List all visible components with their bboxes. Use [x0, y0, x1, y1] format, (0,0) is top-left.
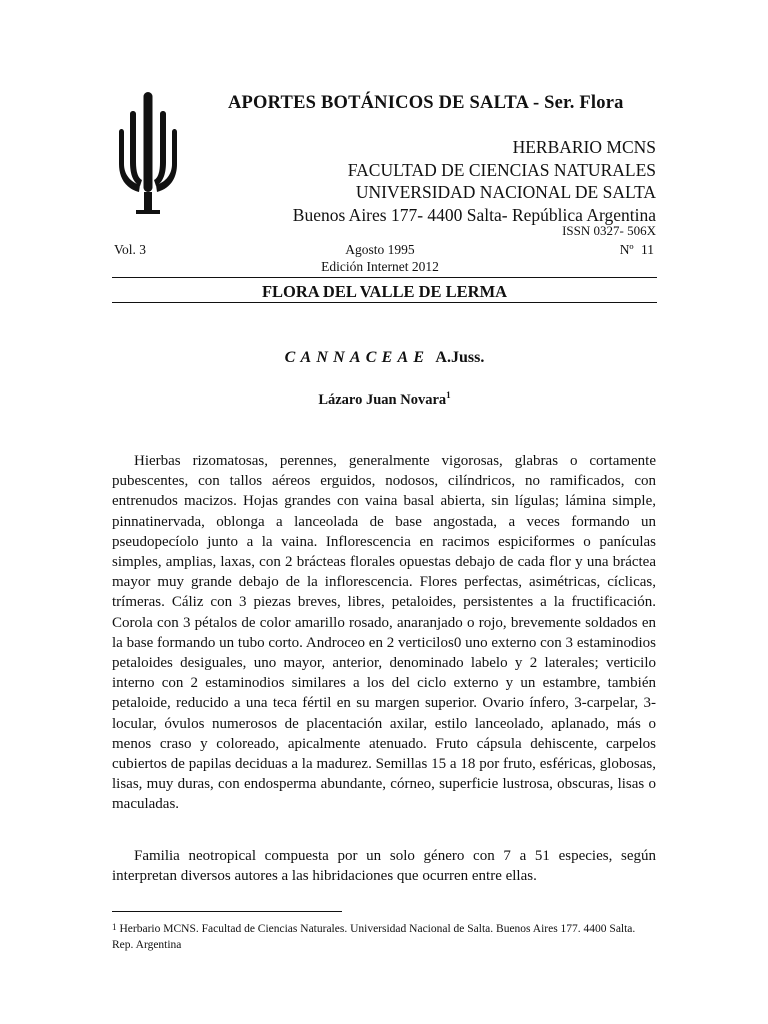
institution-address: Buenos Aires 177- 4400 Salta- República Argentina: [292, 204, 656, 225]
family-authority: A.Juss.: [435, 349, 485, 366]
author-name: Lázaro Juan Novara: [318, 391, 447, 408]
institution-line: UNIVERSIDAD NACIONAL DE SALTA: [355, 182, 656, 202]
institution-line: FACULTAD DE CIENCIAS NATURALES: [347, 159, 656, 180]
description-paragraph: Hierbas rizomatosas, perennes, generalmente vigorosas, glabras o cortamente pubescentes, con tallos aéreos erguidos, nodosos, cilíndricos, no ramificados, con entrenudos macizos. Hojas grandes con vaina basal abierta, sin lígulas; lámina simple, pinnatinervada, oblonga a lanceolada de base angostada, a veces formando un pseudopecíolo junto a la vaina. Inflorescencia en racimos espiciformes o panículas simples, amplias, laxas, con 2 brácteas florales opuestas debajo de cada flor y una bráctea mayor muy grande debajo de la inflorescencia. Flores perfectas, asimétricas, cíclicas, trímeras. Cáliz con 3 piezas breves, libres, petaloides, persistentes a la fructificación. Corola con 3 pétalos de color amarillo rosado, anaranjado o rojo, brevemente soldados en la base formando un tubo corto. Androceo en 2 verticilos0 uno externo con 3 estaminodios petaloides desiguales, uno mayor, anterior, denominado labelo y 2 laterales; verticilo interno con 2 estaminodios similares a los del ciclo externo y un estambre, también petaloide, reducido a una teca fértil en su margen superior. Ovario ínfero, 3-carpelar, 3-locular, óvulos numerosos de placentación axilar, estilo lanceolado, aplanado, más o menos craso y coloreado, apicalmente atenuado. Fruto cápsula dehiscente, carpelos cubiertos de papilas deciduas a la madurez. Semillas 15 a 18 por fruto, esféricas, globosas, lisas, muy duras, con endosperma abundante, córneo, superficie lustrosa, obscuras, lisas o maculadas.: [112, 453, 656, 813]
institution-block: [293, 136, 656, 226]
cactus-logo-icon: [112, 92, 184, 220]
volume: Vol. 3: [114, 242, 147, 257]
footnote-text: Herbario MCNS. Facultad de Ciencias Naturales. Universidad Nacional de Salta. Buenos Aires 177. 4400 Salta. Rep. Argentina: [112, 923, 636, 951]
family-heading: [112, 349, 657, 367]
header-rule-bottom: [112, 302, 657, 303]
author-line: [112, 390, 657, 409]
issn: ISSN 0327- 506X: [562, 223, 656, 238]
issue-date: Agosto 1995: [345, 242, 415, 257]
issue-number: Nº 11: [619, 242, 654, 257]
header-rule-top: [112, 277, 657, 278]
footnote-mark: 1: [112, 922, 117, 932]
series-title: FLORA DEL VALLE DE LERMA: [261, 282, 508, 301]
footnote-rule: [112, 911, 342, 912]
journal-title: APORTES BOTÁNICOS DE SALTA - Ser. Flora: [228, 93, 624, 113]
family-name: CANNACEAE: [284, 349, 430, 366]
edition-note: Edición Internet 2012: [321, 259, 439, 274]
institution-line: HERBARIO MCNS: [512, 137, 656, 157]
author-footnote-mark: 1: [446, 390, 451, 400]
footnote: [112, 921, 657, 953]
distribution-paragraph: Familia neotropical compuesta por un solo género con 7 a 51 especies, según interpretan diversos autores a las hibridaciones que ocurren entre ellas.: [112, 848, 656, 885]
